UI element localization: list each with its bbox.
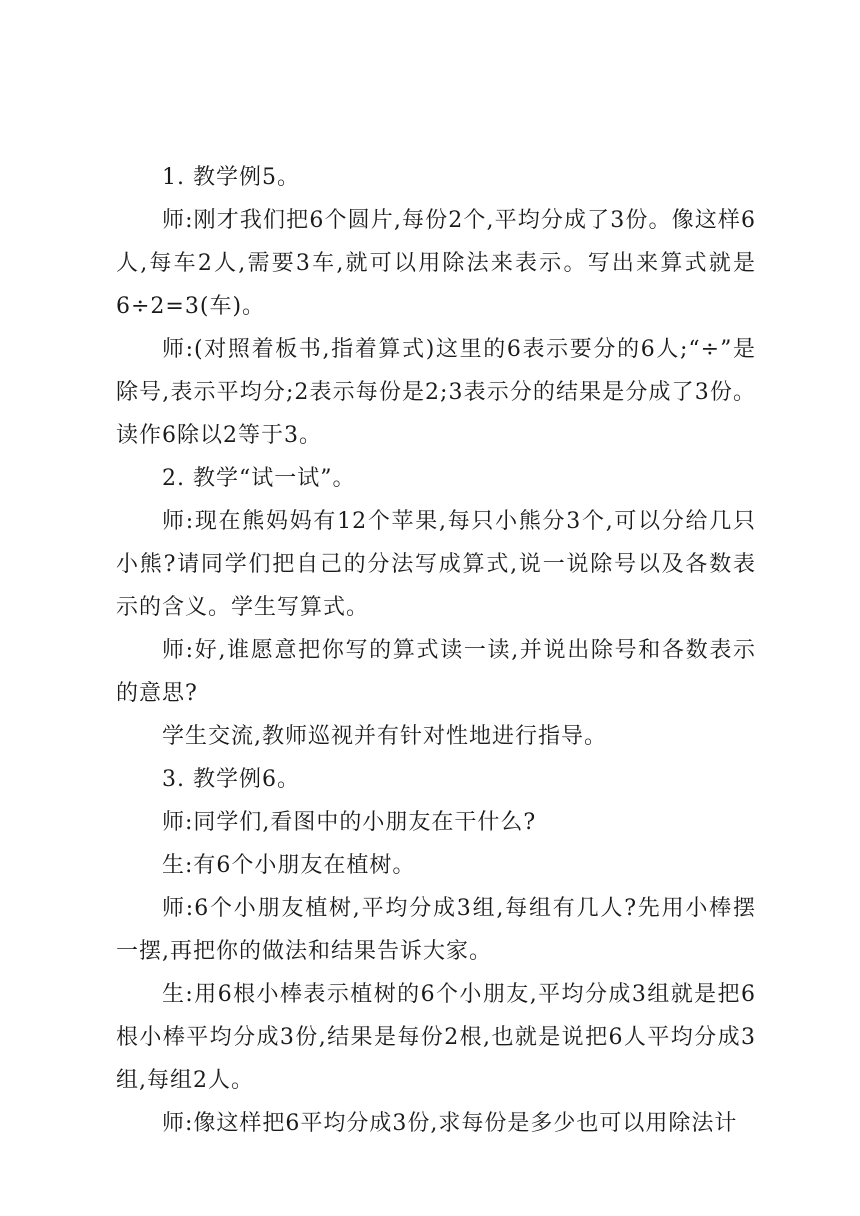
paragraph-teacher-conclusion: 师:像这样把6平均分成3份,求每份是多少也可以用除法计 bbox=[162, 1111, 738, 1136]
paragraph-teacher-groups: 师:6个小朋友植树,平均分成3组,每组有几人?先用小棒摆一摆,再把你的做法和结果告诉大家。 bbox=[116, 896, 756, 964]
paragraph-teacher-division-explain: 师:(对照着板书,指着算式)这里的6表示要分的6人;“÷”是除号,表示平均分;2表示每份是2;3表示分的结果是分成了3份。读作6除以2等于3。 bbox=[116, 337, 756, 448]
document-body bbox=[116, 156, 756, 1145]
paragraph-section-2-heading: 2. 教学“试一试”。 bbox=[162, 466, 356, 491]
paragraph-teacher-question: 师:同学们,看图中的小朋友在干什么? bbox=[162, 810, 537, 835]
paragraph-student-answer: 生:有6个小朋友在植树。 bbox=[162, 853, 416, 878]
paragraph-section-1-heading: 1. 教学例5。 bbox=[162, 165, 300, 190]
paragraph-teacher-division-intro: 师:刚才我们把6个圆片,每份2个,平均分成了3份。像这样6人,每车2人,需要3车,就可以用除法来表示。写出来算式就是6÷2=3(车)。 bbox=[116, 208, 756, 319]
paragraph-teacher-read-formula: 师:好,谁愿意把你写的算式读一读,并说出除号和各数表示的意思? bbox=[116, 638, 756, 706]
paragraph-teacher-apples: 师:现在熊妈妈有12个苹果,每只小熊分3个,可以分给几只小熊?请同学们把自己的分法写成算式,说一说除号以及各数表示的含义。学生写算式。 bbox=[116, 509, 756, 620]
paragraph-student-sticks: 生:用6根小棒表示植树的6个小朋友,平均分成3组就是把6根小棒平均分成3份,结果是每份2根,也就是说把6人平均分成3组,每组2人。 bbox=[116, 982, 756, 1093]
paragraph-section-3-heading: 3. 教学例6。 bbox=[162, 767, 300, 792]
paragraph-students-exchange: 学生交流,教师巡视并有针对性地进行指导。 bbox=[162, 724, 607, 749]
